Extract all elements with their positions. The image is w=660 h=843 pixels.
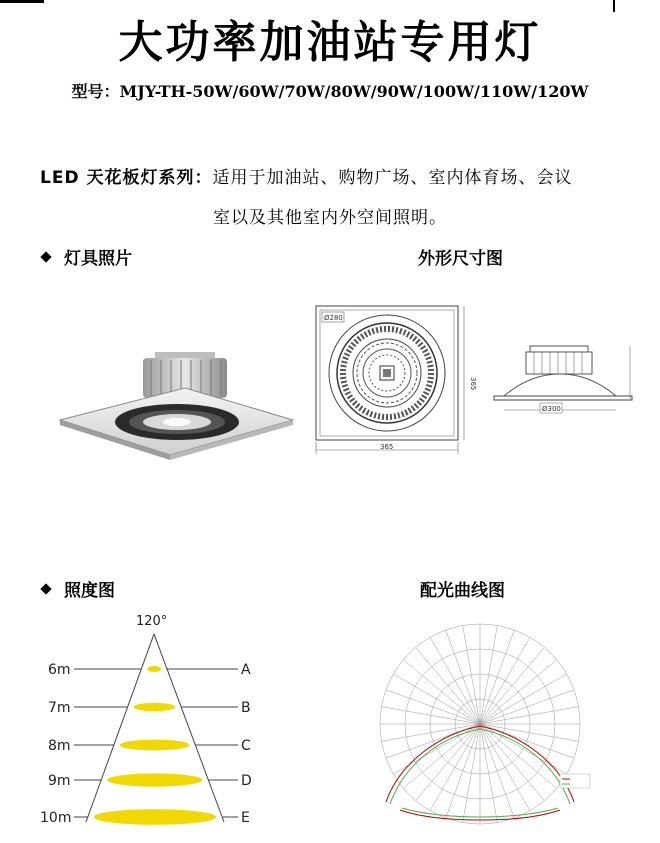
lamp-photo (55, 350, 295, 460)
level-letter-label: E (241, 810, 250, 826)
level-distance-label: 10m (40, 810, 72, 826)
dimension-top-view (300, 302, 480, 462)
beam-ellipse (120, 740, 189, 751)
diamond-bullet-icon (40, 251, 51, 262)
section-illuminance-label: 照度图 (64, 581, 115, 601)
beam-angle-label: 120° (136, 614, 168, 629)
level-distance-label: 7m (48, 700, 71, 716)
beam-ellipse (147, 666, 161, 672)
beam-ellipse (94, 809, 216, 825)
section-light-curve: 配光曲线图 (420, 581, 505, 601)
section-illuminance (42, 576, 115, 601)
level-letter-label: C (241, 738, 251, 754)
model-line: 型号：MJY-TH-50W/60W/70W/80W/90W/100W/110W/120W (71, 82, 589, 101)
section-photo-label: 灯具照片 (64, 249, 132, 269)
dim-height-label: 365 (469, 377, 477, 391)
dim-diameter-label: Ø280 (324, 314, 343, 322)
level-letter-label: A (241, 662, 251, 678)
level-letter-label: D (241, 773, 252, 789)
description-lead: LED 天花板灯系列： (40, 168, 213, 188)
level-distance-label: 9m (48, 773, 71, 789)
description-line-1 (40, 163, 640, 188)
beam-ellipse (107, 773, 202, 786)
dimension-side-view (490, 340, 640, 430)
header-rule (0, 0, 660, 3)
description-text: 适用于加油站、购物广场、室内体育场、会议 (212, 168, 573, 188)
section-dimensions: 外形尺寸图 (418, 249, 503, 269)
dim-side-diameter-label: Ø300 (542, 405, 561, 413)
illuminance-diagram (36, 608, 266, 833)
beam-ellipse (134, 703, 176, 711)
level-distance-label: 8m (48, 738, 71, 754)
light-distribution-curve (360, 612, 600, 832)
dim-width-label: 365 (380, 443, 394, 451)
section-photo (42, 244, 132, 269)
page-title: 大功率加油站专用灯 (118, 17, 542, 68)
level-distance-label: 6m (48, 662, 71, 678)
description-line-2: 室以及其他室内外空间照明。 (213, 208, 447, 228)
diamond-bullet-icon (40, 583, 51, 594)
level-letter-label: B (241, 700, 251, 716)
